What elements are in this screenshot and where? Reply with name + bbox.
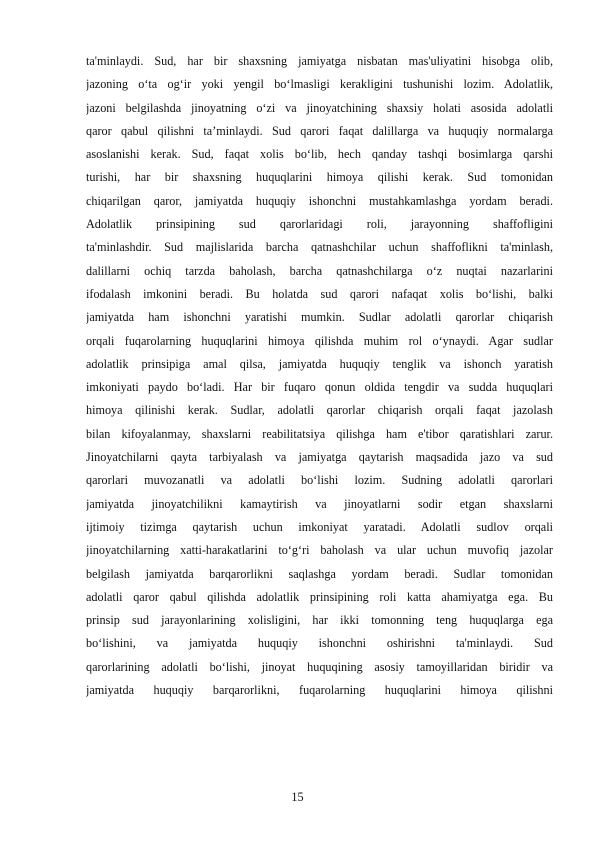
text-line: qarorlari muvozanatli va adolatli bo‘lishi lozim. Sudning adolatli qarorlari (86, 473, 553, 488)
text-line: ifodalash imkonini beradi. Bu holatda sud qarori nafaqat xolis bo‘lishi, balki (86, 286, 553, 301)
text-line: himoya qilinishi kerak. Sudlar, adolatli qarorlar chiqarish orqali faqat jazolash (86, 403, 553, 418)
text-line: dalillarni ochiq tarzda baholash, barcha qatnashchilarga o‘z nuqtai nazarlarini (86, 263, 553, 278)
text-line: ta'minlashdir. Sud majlislarida barcha qatnashchilar uchun shaffoflikni ta'minlash, (86, 240, 553, 255)
text-line: orqali fuqarolarning huquqlarini himoya qilishda muhim rol o‘ynaydi. Agar sudlar (86, 333, 553, 348)
text-line: Adolatlik prinsipining sud qarorlaridagi roli, jarayonning shaffofligini (86, 217, 553, 232)
text-line: jazoni belgilashda jinoyatning o‘zi va jinoyatchining shaxsiy holati asosida adolatli (86, 100, 553, 115)
text-line: prinsip sud jarayonlarining xolisligini, har ikki tomonning teng huquqlarga ega (86, 613, 553, 628)
text-line: jinoyatchilarning xatti-harakatlarini to‘g‘ri baholash va ular uchun muvofiq jazolar (86, 543, 553, 558)
text-line: ta'minlaydi. Sud, har bir shaxsning jamiyatga nisbatan mas'uliyatini hisobga olib, (86, 54, 553, 68)
text-line: adolatli qaror qabul qilishda adolatlik prinsipining roli katta ahamiyatga ega. Bu (86, 589, 553, 604)
text-line: qaror qabul qilishni ta’minlaydi. Sud qarori faqat dalillarga va huquqiy normalarga (86, 123, 553, 138)
page-body-text (86, 50, 553, 702)
text-line: Jinoyatchilarni qayta tarbiyalash va jamiyatga qaytarish maqsadida jazo va sud (86, 450, 553, 465)
text-line: ijtimoiy tizimga qaytarish uchun imkoniyat yaratadi. Adolatli sudlov orqali (86, 519, 553, 534)
text-line: asoslanishi kerak. Sud, faqat xolis bo‘lib, hech qanday tashqi bosimlarga qarshi (86, 147, 553, 162)
text-line: qarorlarining adolatli bo‘lishi, jinoyat huquqining asosiy tamoyillaridan biridir va (86, 659, 553, 674)
text-line: jamiyatda jinoyatchilikni kamaytirish va jinoyatlarni sodir etgan shaxslarni (86, 496, 553, 511)
text-line: bo‘lishini, va jamiyatda huquqiy ishonchni oshirishni ta'minlaydi. Sud (86, 636, 553, 651)
text-line: turishi, har bir shaxsning huquqlarini himoya qilishi kerak. Sud tomonidan (86, 170, 553, 185)
text-line: belgilash jamiyatda barqarorlikni saqlashga yordam beradi. Sudlar tomonidan (86, 566, 553, 581)
text-line: imkoniyati paydo bo‘ladi. Har bir fuqaro qonun oldida tengdir va sudda huquqlari (86, 380, 553, 395)
text-line: jamiyatda ham ishonchni yaratishi mumkin. Sudlar adolatli qarorlar chiqarish (86, 310, 553, 325)
text-line: chiqarilgan qaror, jamiyatda huquqiy ishonchni mustahkamlashga yordam beradi. (86, 193, 553, 208)
text-line: bilan kifoyalanmay, shaxslarni reabilitatsiya qilishga ham e'tibor qaratishlari zarur. (86, 426, 553, 441)
text-line: jamiyatda huquqiy barqarorlikni, fuqarolarning huquqlarini himoya qilishni (86, 683, 553, 698)
page-number: 15 (291, 790, 304, 804)
text-line: jazoning o‘ta og‘ir yoki yengil bo‘lmasligi kerakligini tushunishi lozim. Adolatlik, (86, 77, 553, 92)
text-line: adolatlik prinsipiga amal qilsa, jamiyatda huquqiy tenglik va ishonch yaratish (86, 356, 553, 371)
